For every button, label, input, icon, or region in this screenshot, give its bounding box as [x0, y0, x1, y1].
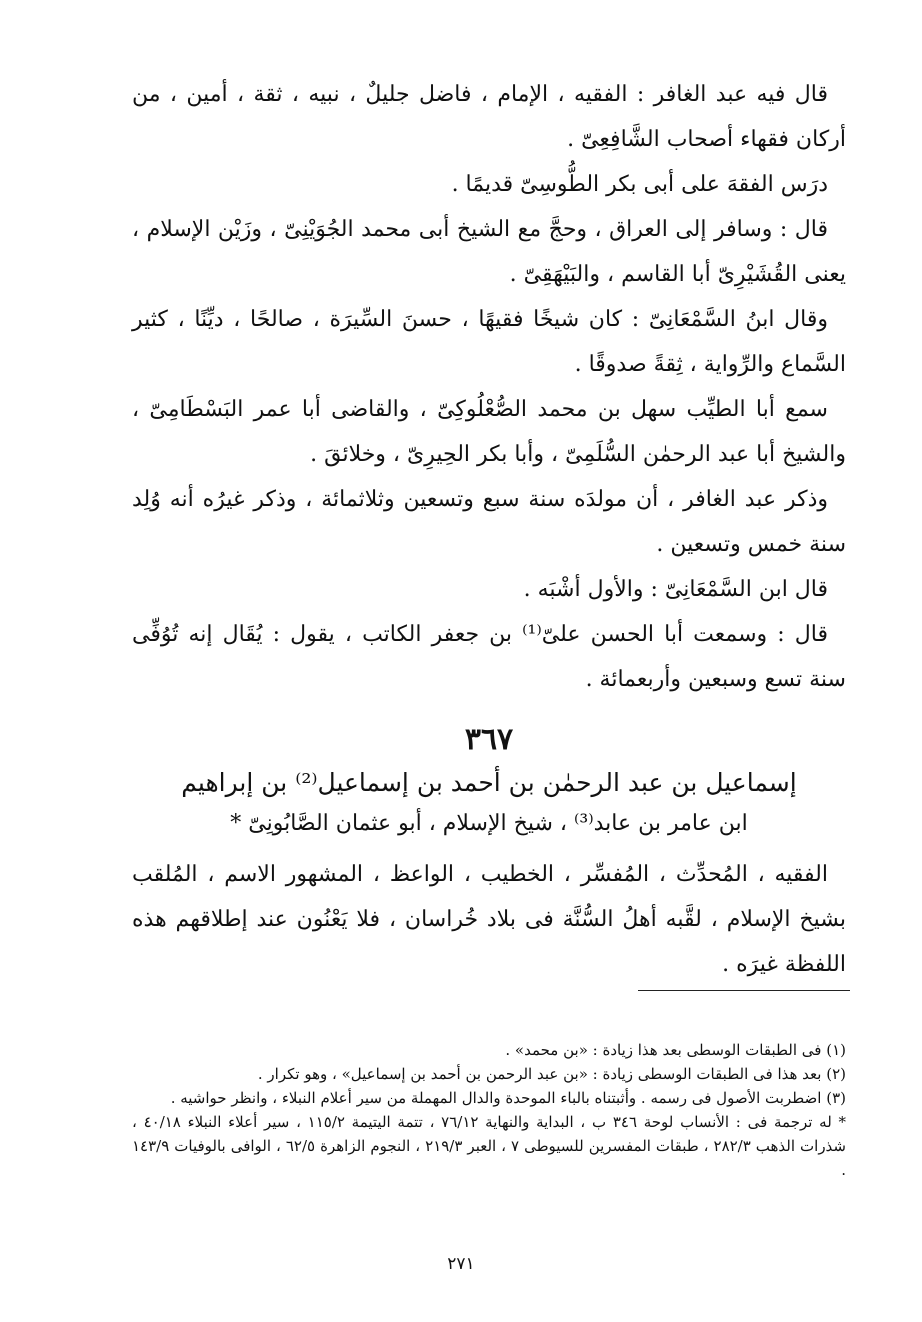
paragraph-8: قال : وسمعت أبا الحسن علىّ⁽¹⁾ بن جعفر الكاتب ، يقول : يُقَال إنه تُوُفِّى سنة تسع وسبعين وأربعمائة . [132, 622, 846, 692]
footnote-biography: * له ترجمة فى : الأنساب لوحة ٣٤٦ ب ، البداية والنهاية ٧٦/١٢ ، تتمة اليتيمة ١١٥/٢ ، سير أعلاء النبلاء ٤٠/١٨ ، شذرات الذهب ٢٨٢/٣ ، طبقات المفسرين للسيوطى ٧ ، العبر ٢١٩/٣ ، النجوم الزاهرة ٦٢/٥ ، الوافى بالوفيات ١٤٣/٩ . [132, 1113, 847, 1179]
paragraph-7: قال ابن السَّمْعَانِىّ : والأول أشْبَه . [523, 577, 828, 602]
paragraph-1: قال فيه عبد الغافر : الفقيه ، الإمام ، فاضل جليلٌ ، نبيه ، ثقة ، أمين ، من أركان فقهاء أصحاب الشَّافِعِىّ . [132, 82, 846, 152]
footnote-3: (٣) اضطربت الأصول فى رسمه . وأثبتناه بالباء الموحدة والدال المهملة من سير أعلام النبلاء ، وانظر حواشيه . [170, 1089, 846, 1107]
entry-subtitle: ابن عامر بن عابد⁽³⁾ ، شيخ الإسلام ، أبو عثمان الصَّابُونِىّ * [230, 811, 748, 836]
entry-number: ٣٦٧ [464, 722, 514, 757]
paragraph-5: سمع أبا الطيِّب سهل بن محمد الصُّعْلُوكِىّ ، والقاضى أبا عمر البَسْطَامِىّ ، والشيخ أبا عبد الرحمٰن السُّلَمِىّ ، وأبا بكر الحِيرِىّ ، وخلائقَ . [132, 397, 846, 467]
footnotes [132, 1038, 846, 1182]
paragraph-2: درَس الفقهَ على أبى بكر الطُّوسِىّ قديمًا . [451, 172, 828, 197]
entry-body: الفقيه ، المُحدِّث ، المُفسِّر ، الخطيب ، الواعظ ، المشهور الاسم ، المُلقب بشيخ الإسلام ، لقَّبه أهلُ السُّنَّة فى بلاد خُراسان ، فلا يَعْنُون عند إطلاقهم هذه اللفظة غيرَه . [132, 862, 846, 977]
paragraph-3: قال : وسافر إلى العراق ، وحجَّ مع الشيخ أبى محمد الجُوَيْنِىّ ، وزَيْن الإسلام ، يعنى القُشَيْرِىّ أبا القاسم ، والبَيْهَقِىّ . [132, 217, 846, 287]
main-text [132, 72, 846, 987]
entry-title: إسماعيل بن عبد الرحمٰن بن أحمد بن إسماعيل⁽²⁾ بن إبراهيم [181, 768, 797, 797]
paragraph-4: وقال ابنُ السَّمْعَانِىّ : كان شيخًا فقيهًا ، حسنَ السِّيرَة ، صالحًا ، ديِّنًا ، كثير السَّماع والرِّواية ، ثِقةً صدوقًا . [132, 307, 846, 377]
footnote-1: (١) فى الطبقات الوسطى بعد هذا زيادة : «بن محمد» . [505, 1041, 846, 1059]
paragraph-6: وذكر عبد الغافر ، أن مولدَه سنة سبع وتسعين وثلاثمائة ، وذكر غيرُه أنه وُلِد سنة خمس وتسعين . [132, 487, 846, 557]
footnote-2: (٢) بعد هذا فى الطبقات الوسطى زيادة : «بن عبد الرحمن بن أحمد بن إسماعيل» ، وهو تكرار . [257, 1065, 846, 1083]
page-number: ٢٧١ [447, 1254, 475, 1274]
footnote-divider [638, 990, 850, 991]
